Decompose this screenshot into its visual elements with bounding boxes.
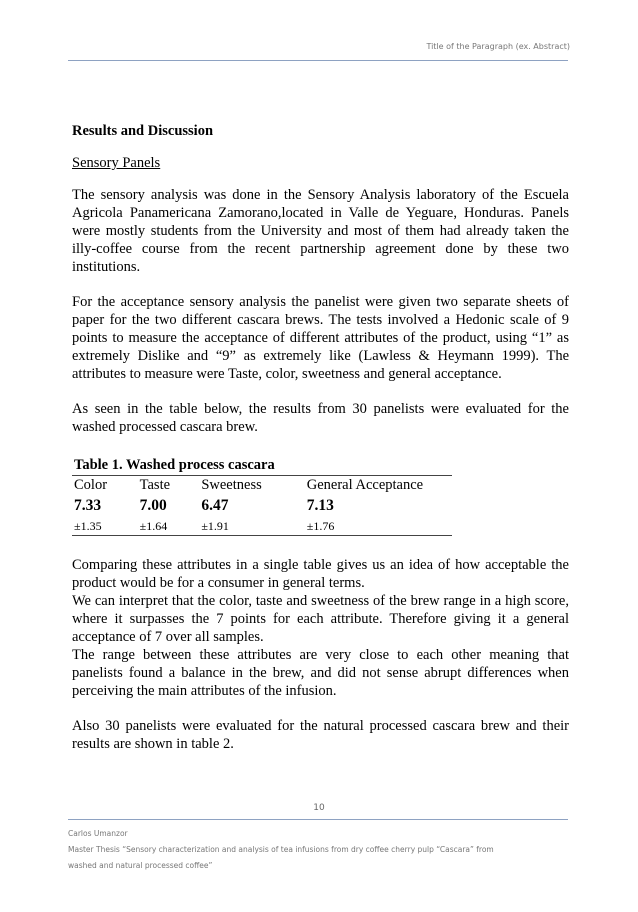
footer-rule bbox=[68, 819, 568, 820]
footer bbox=[68, 826, 568, 874]
page-number: 10 bbox=[313, 803, 325, 813]
table-header-cell: Color bbox=[74, 477, 108, 493]
footer-thesis-line-1: Master Thesis “Sensory characterization and analysis of tea infusions from dry coffee cherry pulp “Cascara” from bbox=[68, 845, 494, 854]
header-rule bbox=[68, 60, 568, 61]
section-subheading: Sensory Panels bbox=[72, 155, 161, 171]
paragraph-4b: We can interpret that the color, taste and sweetness of the brew range in a high score, where it surpasses the 7 points for each attribute. Therefore giving it a general acceptance of 7 over all samples. bbox=[72, 593, 569, 645]
footer-author: Carlos Umanzor bbox=[68, 829, 128, 838]
table-1 bbox=[72, 456, 452, 536]
table-title: Table 1. Washed process cascara bbox=[72, 456, 452, 476]
paragraph-4a: Comparing these attributes in a single table gives us an idea of how acceptable the product would be for a consumer in general terms. bbox=[72, 557, 569, 591]
table-header-cell: Sweetness bbox=[201, 477, 262, 493]
paragraph-2: For the acceptance sensory analysis the panelist were given two separate sheets of paper for the two different cascara brews. The tests involved a Hedonic scale of 9 points to measure the acceptance of different attributes of the product, using “1” as extremely Dislike and “9” as extremely like (Lawless & Heymann 1999). The attributes to measure were Taste, color, sweetness and general acceptance. bbox=[72, 294, 569, 382]
running-header: Title of the Paragraph (ex. Abstract) bbox=[426, 42, 570, 51]
table-cell: ±1.35 bbox=[74, 519, 102, 533]
table-cell: 6.47 bbox=[201, 497, 229, 514]
table-header-row bbox=[72, 476, 452, 495]
table-means-row bbox=[72, 495, 452, 517]
section-heading: Results and Discussion bbox=[72, 123, 214, 139]
table-header-cell: Taste bbox=[139, 477, 171, 493]
table-cell: ±1.64 bbox=[139, 519, 168, 533]
table-cell: 7.33 bbox=[74, 497, 102, 514]
document-body bbox=[72, 122, 569, 753]
footer-thesis-line-2: washed and natural processed coffee” bbox=[68, 861, 213, 870]
paragraph-1: The sensory analysis was done in the Sensory Analysis laboratory of the Escuela Agricola Panamericana Zamorano,located in Valle de Yeguare, Honduras. Panels were mostly students from the University and most of them had already taken the illy-coffee course from the recent partnership agreement done by these two institutions. bbox=[72, 187, 569, 275]
table-cell: ±1.91 bbox=[201, 519, 229, 533]
paragraph-4c: The range between these attributes are very close to each other meaning that panelists found a balance in the brew, and did not sense abrupt differences when perceiving the main attributes of the infusion. bbox=[72, 647, 569, 699]
paragraph-3: As seen in the table below, the results from 30 panelists were evaluated for the washed processed cascara brew. bbox=[72, 401, 569, 435]
table-cell: 7.13 bbox=[306, 497, 334, 514]
table-sd-row bbox=[72, 517, 452, 536]
paragraph-5: Also 30 panelists were evaluated for the natural processed cascara brew and their results are shown in table 2. bbox=[72, 718, 569, 752]
table-cell: 7.00 bbox=[139, 497, 167, 514]
table-header-cell: General Acceptance bbox=[306, 477, 424, 493]
table-cell: ±1.76 bbox=[306, 519, 335, 533]
